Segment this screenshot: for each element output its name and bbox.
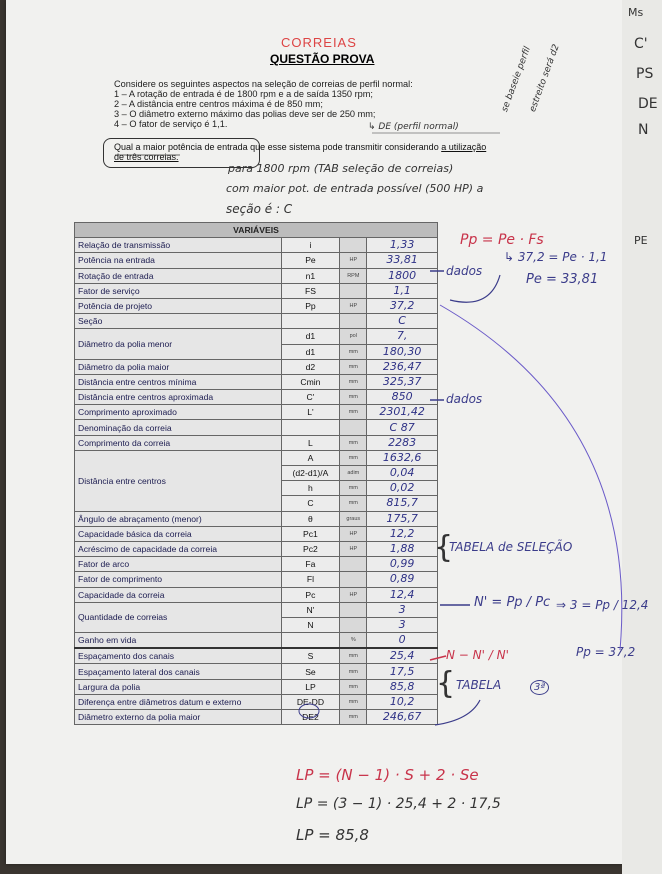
variable-value: 815,7 xyxy=(367,496,438,511)
variable-unit: graus xyxy=(340,511,367,526)
right-page-fragment: PS xyxy=(636,66,654,82)
annotation: dados xyxy=(446,392,483,406)
variable-label: Fator de arco xyxy=(75,557,282,572)
variable-value: 7, xyxy=(367,329,438,344)
variable-symbol: L' xyxy=(281,405,340,420)
right-page-fragment: N xyxy=(638,122,649,138)
variable-label: Espaçamento dos canais xyxy=(75,648,282,664)
variable-unit: mm xyxy=(340,390,367,405)
variable-symbol: DE2 xyxy=(281,710,340,725)
variable-label: Fator de comprimento xyxy=(75,572,282,587)
variable-value: 0,02 xyxy=(367,481,438,496)
variable-label: Comprimento aproximado xyxy=(75,405,282,420)
variable-symbol: d2 xyxy=(281,359,340,374)
annotation: 3ª xyxy=(530,680,549,695)
variable-value: 3 xyxy=(367,617,438,632)
question-part: de três correias. xyxy=(114,152,179,162)
variable-value: 10,2 xyxy=(367,694,438,709)
annotation: Pp = Pe · Fs xyxy=(460,232,544,248)
annotation: ↳ 37,2 = Pe · 1,1 xyxy=(504,250,608,264)
variable-value: 1632,6 xyxy=(367,450,438,465)
variable-label: Acréscimo de capacidade da correia xyxy=(75,541,282,556)
variable-unit: mm xyxy=(340,359,367,374)
variable-label: Diâmetro da polia menor xyxy=(75,329,282,359)
variable-symbol: Fl xyxy=(281,572,340,587)
annotation: Pe = 33,81 xyxy=(526,272,599,287)
variable-label: Capacidade da correia xyxy=(75,587,282,602)
variable-label: Potência de projeto xyxy=(75,298,282,313)
variable-value: 33,81 xyxy=(367,253,438,268)
variable-label: Ganho em vida xyxy=(75,633,282,649)
variable-label: Distância entre centros xyxy=(75,450,282,511)
intro-item: 2 – A distância entre centros máxima é de 850 mm; xyxy=(114,99,323,109)
page-title: QUESTÃO PROVA xyxy=(270,52,375,66)
variable-value: 246,67 xyxy=(367,710,438,725)
variable-symbol: FS xyxy=(281,283,340,298)
variable-value: C 87 xyxy=(367,420,438,435)
variable-label: Comprimento da correia xyxy=(75,435,282,450)
variable-value: 236,47 xyxy=(367,359,438,374)
variable-unit: HP xyxy=(340,526,367,541)
right-page-fragment: Ms xyxy=(628,6,644,19)
variable-symbol: C xyxy=(281,496,340,511)
right-page-fragment: DE xyxy=(638,96,658,112)
variable-value: 325,37 xyxy=(367,374,438,389)
variable-symbol: n1 xyxy=(281,268,340,283)
variable-value: 12,2 xyxy=(367,526,438,541)
handwritten-title: CORREIAS xyxy=(281,35,357,50)
variable-label: Capacidade básica da correia xyxy=(75,526,282,541)
variable-label: Seção xyxy=(75,314,282,329)
variable-label: Distância entre centros mínima xyxy=(75,374,282,389)
variable-label: Diâmetro externo da polia maior xyxy=(75,710,282,725)
annotation: dados xyxy=(446,264,483,278)
variable-value: 3 xyxy=(367,602,438,617)
variable-symbol: N' xyxy=(281,602,340,617)
annotation: N' = Pp / Pc xyxy=(474,595,551,610)
variable-symbol: Pc2 xyxy=(281,541,340,556)
annotation: para 1800 rpm (TAB seleção de correias) xyxy=(228,162,454,175)
variable-value: 0 xyxy=(367,633,438,649)
variable-value: 0,99 xyxy=(367,557,438,572)
variable-label: Potência na entrada xyxy=(75,253,282,268)
variable-label: Relação de transmissão xyxy=(75,238,282,253)
annotation: estreito será d2 xyxy=(528,43,562,114)
variable-unit: % xyxy=(340,633,367,649)
annotation: TABELA de SELEÇÃO xyxy=(449,540,573,554)
variable-unit: HP xyxy=(340,298,367,313)
variable-symbol: (d2-d1)/A xyxy=(281,466,340,481)
annotation: com maior pot. de entrada possível (500 HP) a xyxy=(226,182,484,195)
variable-symbol: h xyxy=(281,481,340,496)
variable-value: 37,2 xyxy=(367,298,438,313)
variable-value: 1,88 xyxy=(367,541,438,556)
annotation: LP = (3 − 1) · 25,4 + 2 · 17,5 xyxy=(296,796,501,812)
variable-label: Fator de serviço xyxy=(75,283,282,298)
variable-unit: RPM xyxy=(340,268,367,283)
question-part: Qual a maior potência de entrada xyxy=(114,142,248,152)
intro-item: 4 – O fator de serviço é 1,1. xyxy=(114,119,228,129)
variable-unit: mm xyxy=(340,344,367,359)
variable-value: 2301,42 xyxy=(367,405,438,420)
variable-value: 1,1 xyxy=(367,283,438,298)
annotation: ↳ DE (perfil normal) xyxy=(368,122,459,132)
variable-label: Quantidade de correias xyxy=(75,602,282,632)
variable-unit: pol xyxy=(340,329,367,344)
annotation: TABELA xyxy=(456,678,502,692)
variable-symbol: DE-DD xyxy=(281,694,340,709)
variable-label: Rotação de entrada xyxy=(75,268,282,283)
variable-value: 175,7 xyxy=(367,511,438,526)
variable-unit: mm xyxy=(340,405,367,420)
variable-unit: mm xyxy=(340,374,367,389)
variable-symbol: Pp xyxy=(281,298,340,313)
annotation: LP = (N − 1) · S + 2 · Se xyxy=(296,766,479,784)
variable-unit: mm xyxy=(340,648,367,664)
variable-label: Espaçamento lateral dos canais xyxy=(75,664,282,679)
annotation: LP = 85,8 xyxy=(296,826,369,844)
variable-value: 850 xyxy=(367,390,438,405)
annotation: ⇒ 3 = Pp / 12,4 xyxy=(556,598,649,612)
question-part: a utilização xyxy=(441,142,487,152)
variable-symbol: θ xyxy=(281,511,340,526)
annotation: se baseie perfil xyxy=(500,45,533,114)
variable-unit: HP xyxy=(340,253,367,268)
variable-symbol: L xyxy=(281,435,340,450)
question-part: que esse sistema pode transmitir considerando xyxy=(247,142,442,152)
variable-label: Diâmetro da polia maior xyxy=(75,359,282,374)
variable-value: 1800 xyxy=(367,268,438,283)
variable-symbol: Pe xyxy=(281,253,340,268)
intro-item: 1 – A rotação de entrada é de 1800 rpm e a de saída 1350 rpm; xyxy=(114,89,373,99)
intro-item: 3 – O diâmetro externo máximo das polias deve ser de 250 mm; xyxy=(114,109,376,119)
variable-label: Ângulo de abraçamento (menor) xyxy=(75,511,282,526)
variable-value: 0,04 xyxy=(367,466,438,481)
variable-unit: mm xyxy=(340,481,367,496)
variable-symbol: S xyxy=(281,648,340,664)
annotation: Pp = 37,2 xyxy=(576,645,636,659)
variable-unit: mm xyxy=(340,679,367,694)
variable-symbol: Se xyxy=(281,664,340,679)
variable-value: 85,8 xyxy=(367,679,438,694)
variable-unit: HP xyxy=(340,541,367,556)
variable-unit: mm xyxy=(340,664,367,679)
annotation: seção é : C xyxy=(226,202,293,216)
variable-unit: adim xyxy=(340,466,367,481)
variable-symbol: Fa xyxy=(281,557,340,572)
brace-mark: { xyxy=(436,666,456,701)
variable-label: Distância entre centros aproximada xyxy=(75,390,282,405)
variable-symbol: C' xyxy=(281,390,340,405)
variable-symbol: A xyxy=(281,450,340,465)
variable-value: C xyxy=(367,314,438,329)
variable-value: 2283 xyxy=(367,435,438,450)
variable-symbol: d1 xyxy=(281,344,340,359)
variable-symbol: Cmin xyxy=(281,374,340,389)
variable-unit: mm xyxy=(340,450,367,465)
variable-value: 1,33 xyxy=(367,238,438,253)
variable-value: 17,5 xyxy=(367,664,438,679)
intro-lead: Considere os seguintes aspectos na seleção de correias de perfil normal: xyxy=(114,79,413,89)
variable-unit: mm xyxy=(340,435,367,450)
right-page-fragment: C' xyxy=(634,36,648,52)
variable-symbol: LP xyxy=(281,679,340,694)
variable-label: Diferença entre diâmetros datum e externo xyxy=(75,694,282,709)
variable-value: 0,89 xyxy=(367,572,438,587)
variable-symbol: Pc1 xyxy=(281,526,340,541)
variable-label: Largura da polia xyxy=(75,679,282,694)
variable-symbol: N xyxy=(281,617,340,632)
table-header: VARIÁVEIS xyxy=(75,223,438,238)
variable-label: Denominação da correia xyxy=(75,420,282,435)
variable-symbol: d1 xyxy=(281,329,340,344)
variable-symbol: Pc xyxy=(281,587,340,602)
variable-value: 180,30 xyxy=(367,344,438,359)
variable-unit: mm xyxy=(340,694,367,709)
annotation: N − N' / N' xyxy=(446,648,509,662)
brace-mark: { xyxy=(434,530,454,565)
right-page-fragment: PE xyxy=(634,234,648,247)
variable-unit: HP xyxy=(340,587,367,602)
variable-unit: mm xyxy=(340,496,367,511)
variable-value: 12,4 xyxy=(367,587,438,602)
variable-symbol: i xyxy=(281,238,340,253)
variable-value: 25,4 xyxy=(367,648,438,664)
variable-unit: mm xyxy=(340,710,367,725)
